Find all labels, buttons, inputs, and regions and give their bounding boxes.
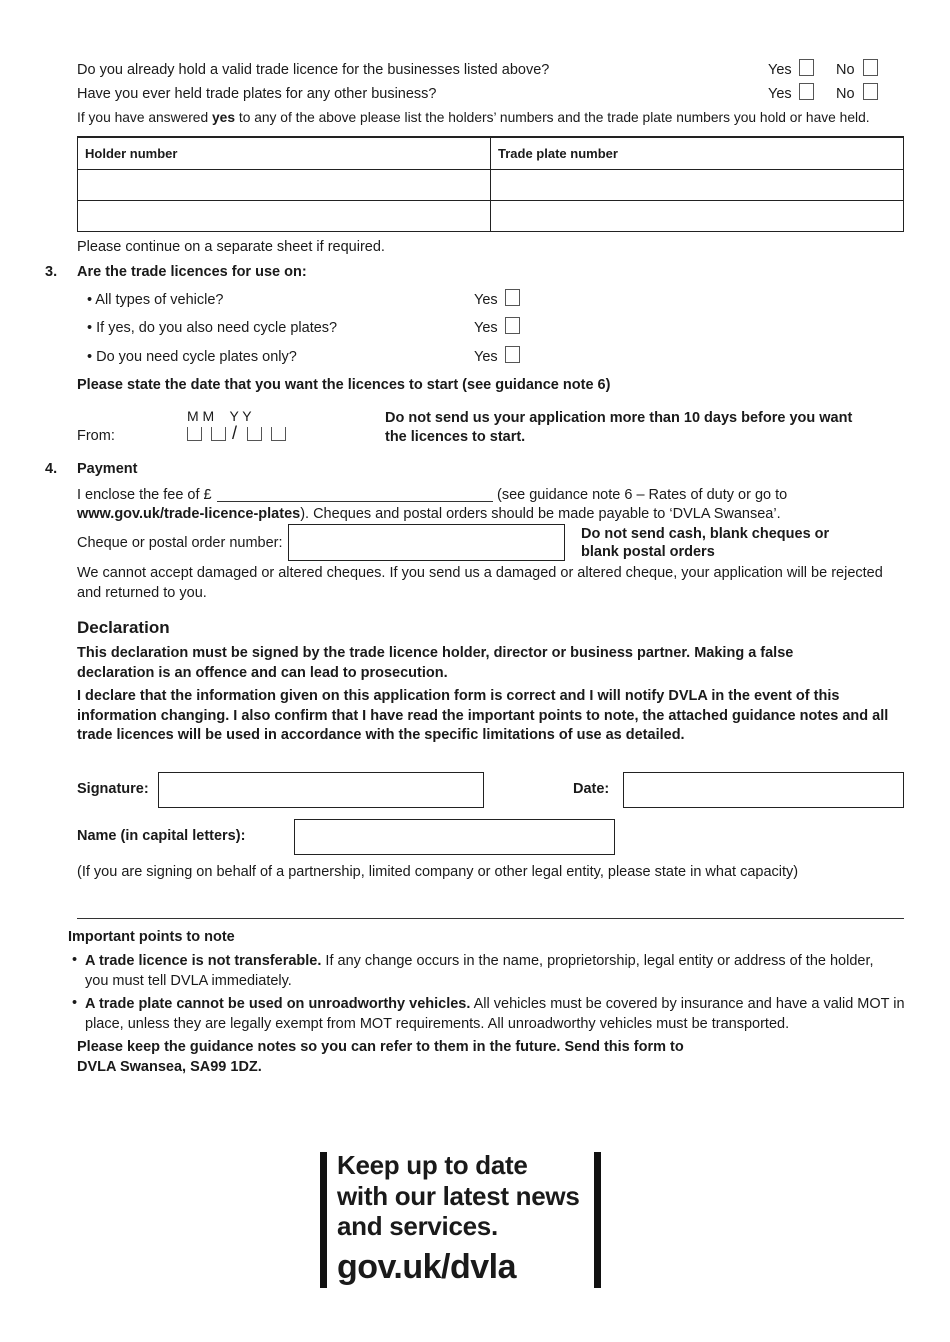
yes-label: Yes xyxy=(768,86,792,102)
table-header-row xyxy=(78,137,904,170)
holder-plate-table xyxy=(77,136,904,232)
trade-plate-number-header: Trade plate number xyxy=(491,137,904,170)
yes-label: Yes xyxy=(474,320,498,336)
yes-label: Yes xyxy=(768,62,792,78)
signature-label: Signature: xyxy=(77,781,149,797)
important-point-2 xyxy=(85,995,915,1034)
holder-number-cell[interactable] xyxy=(78,170,491,201)
section-4-title: Payment xyxy=(77,461,138,477)
promo-line-3: and services. xyxy=(337,1211,498,1241)
declaration-warning: This declaration must be signed by the trade licence holder, director or business partner. Making a false declaration is an offence and can lead to prosecution. xyxy=(77,645,794,681)
question-hold-licence: Do you already hold a valid trade licence for the businesses listed above? xyxy=(77,62,550,78)
start-date-warning: Do not send us your application more than 10 days before you want the licences to start. xyxy=(385,410,853,445)
cycle-plates-too-yes-checkbox[interactable] xyxy=(505,317,520,334)
capacity-note: (If you are signing on behalf of a partnership, limited company or other legal entity, please state in what capacity) xyxy=(77,864,799,880)
list-instruction xyxy=(77,110,870,125)
section-3-number: 3. xyxy=(45,264,58,280)
fee-guidance: (see guidance note 6 – Rates of duty or go to xyxy=(497,487,788,503)
all-vehicles-question: • All types of vehicle? xyxy=(87,292,224,308)
guidance-link[interactable]: www.gov.uk/trade-licence-plates xyxy=(77,506,301,522)
name-field[interactable] xyxy=(294,819,615,855)
start-date-prompt: Please state the date that you want the licences to start (see guidance note 6) xyxy=(77,377,611,393)
damaged-cheque-note: We cannot accept damaged or altered cheques. If you send us a damaged or altered cheque, your application will be rejected and returned to you. xyxy=(77,565,883,601)
point-1-bold: A trade licence is not transferable. xyxy=(85,953,322,969)
point-2-text: All vehicles must be covered by insurance and have a valid MOT in place, unless they are legally exempt from MOT requirements. All unroadworthy vehicles must be transported. xyxy=(85,996,905,1032)
hold-licence-no-checkbox[interactable] xyxy=(863,59,878,76)
section-3-title: Are the trade licences for use on: xyxy=(77,264,307,280)
fee-label: I enclose the fee of £ xyxy=(77,487,212,503)
continue-note: Please continue on a separate sheet if required. xyxy=(77,239,385,255)
month-digit-1[interactable] xyxy=(187,427,202,441)
month-digit-2[interactable] xyxy=(211,427,226,441)
from-label: From: xyxy=(77,428,115,444)
trade-plate-number-cell[interactable] xyxy=(491,170,904,201)
important-point-1 xyxy=(85,952,895,991)
table-row xyxy=(78,201,904,232)
cycle-plates-only-question: • Do you need cycle plates only? xyxy=(87,349,297,365)
date-label: Date: xyxy=(573,781,610,797)
date-slash: / xyxy=(232,423,238,443)
instruction-text-end: to any of the above please list the holders’ numbers and the trade plate numbers you hold or have held. xyxy=(235,110,870,125)
section-divider xyxy=(77,918,904,919)
promo-line-1: Keep up to date xyxy=(337,1150,528,1180)
fee-amount-line[interactable] xyxy=(217,501,493,502)
important-title: Important points to note xyxy=(68,929,235,945)
instruction-text: If you have answered xyxy=(77,110,212,125)
section-4-number: 4. xyxy=(45,461,58,477)
yes-label: Yes xyxy=(474,349,498,365)
instruction-yes: yes xyxy=(212,110,236,125)
cheque-number-input[interactable] xyxy=(288,524,565,561)
declaration-statement: I declare that the information given on this application form is correct and I will notify DVLA in the event of this information changing. I also confirm that I have read the important points to note, the attached guidance notes and all trade licences will be used in accordance with the specific limitations of use as detailed. xyxy=(77,688,889,743)
point-1-text: If any change occurs in the name, proprietorship, legal entity or address of the holder, you must tell DVLA immediately. xyxy=(85,953,874,989)
cycle-plates-too-question: • If yes, do you also need cycle plates? xyxy=(87,320,338,336)
no-label: No xyxy=(836,86,855,102)
year-digit-2[interactable] xyxy=(271,427,286,441)
bullet-icon: • xyxy=(72,995,78,1011)
table-row xyxy=(78,170,904,201)
holder-number-cell[interactable] xyxy=(78,201,491,232)
declaration-title: Declaration xyxy=(77,618,170,637)
no-label: No xyxy=(836,62,855,78)
held-plates-yes-checkbox[interactable] xyxy=(799,83,814,100)
yes-label: Yes xyxy=(474,292,498,308)
cash-warning: Do not send cash, blank cheques or blank postal orders xyxy=(581,526,830,560)
year-digit-1[interactable] xyxy=(247,427,262,441)
payable-text: ). Cheques and postal orders should be made payable to ‘DVLA Swansea’. xyxy=(300,506,781,522)
fee-payable-note xyxy=(77,506,781,522)
bullet-icon: • xyxy=(72,952,78,968)
cycle-plates-only-yes-checkbox[interactable] xyxy=(505,346,520,363)
hold-licence-yes-checkbox[interactable] xyxy=(799,59,814,76)
all-vehicles-yes-checkbox[interactable] xyxy=(505,289,520,306)
name-label: Name (in capital letters): xyxy=(77,828,246,844)
question-held-plates: Have you ever held trade plates for any other business? xyxy=(77,86,437,102)
promo-line-2: with our latest news xyxy=(337,1180,580,1211)
holder-number-header: Holder number xyxy=(78,137,491,170)
point-2-bold: A trade plate cannot be used on unroadworthy vehicles. xyxy=(85,996,471,1012)
promo-right-bar xyxy=(594,1152,601,1288)
signature-field[interactable] xyxy=(158,772,484,808)
closing-instruction: Please keep the guidance notes so you can refer to them in the future. Send this form to DVLA Swansea, SA99 1DZ. xyxy=(77,1039,684,1075)
held-plates-no-checkbox[interactable] xyxy=(863,83,878,100)
cheque-label: Cheque or postal order number: xyxy=(77,535,283,551)
date-field[interactable] xyxy=(623,772,904,808)
promo-text xyxy=(337,1150,580,1242)
trade-plate-number-cell[interactable] xyxy=(491,201,904,232)
promo-url[interactable]: gov.uk/dvla xyxy=(337,1248,517,1286)
promo-left-bar xyxy=(320,1152,327,1288)
date-format-hint: M M Y Y xyxy=(187,408,252,424)
